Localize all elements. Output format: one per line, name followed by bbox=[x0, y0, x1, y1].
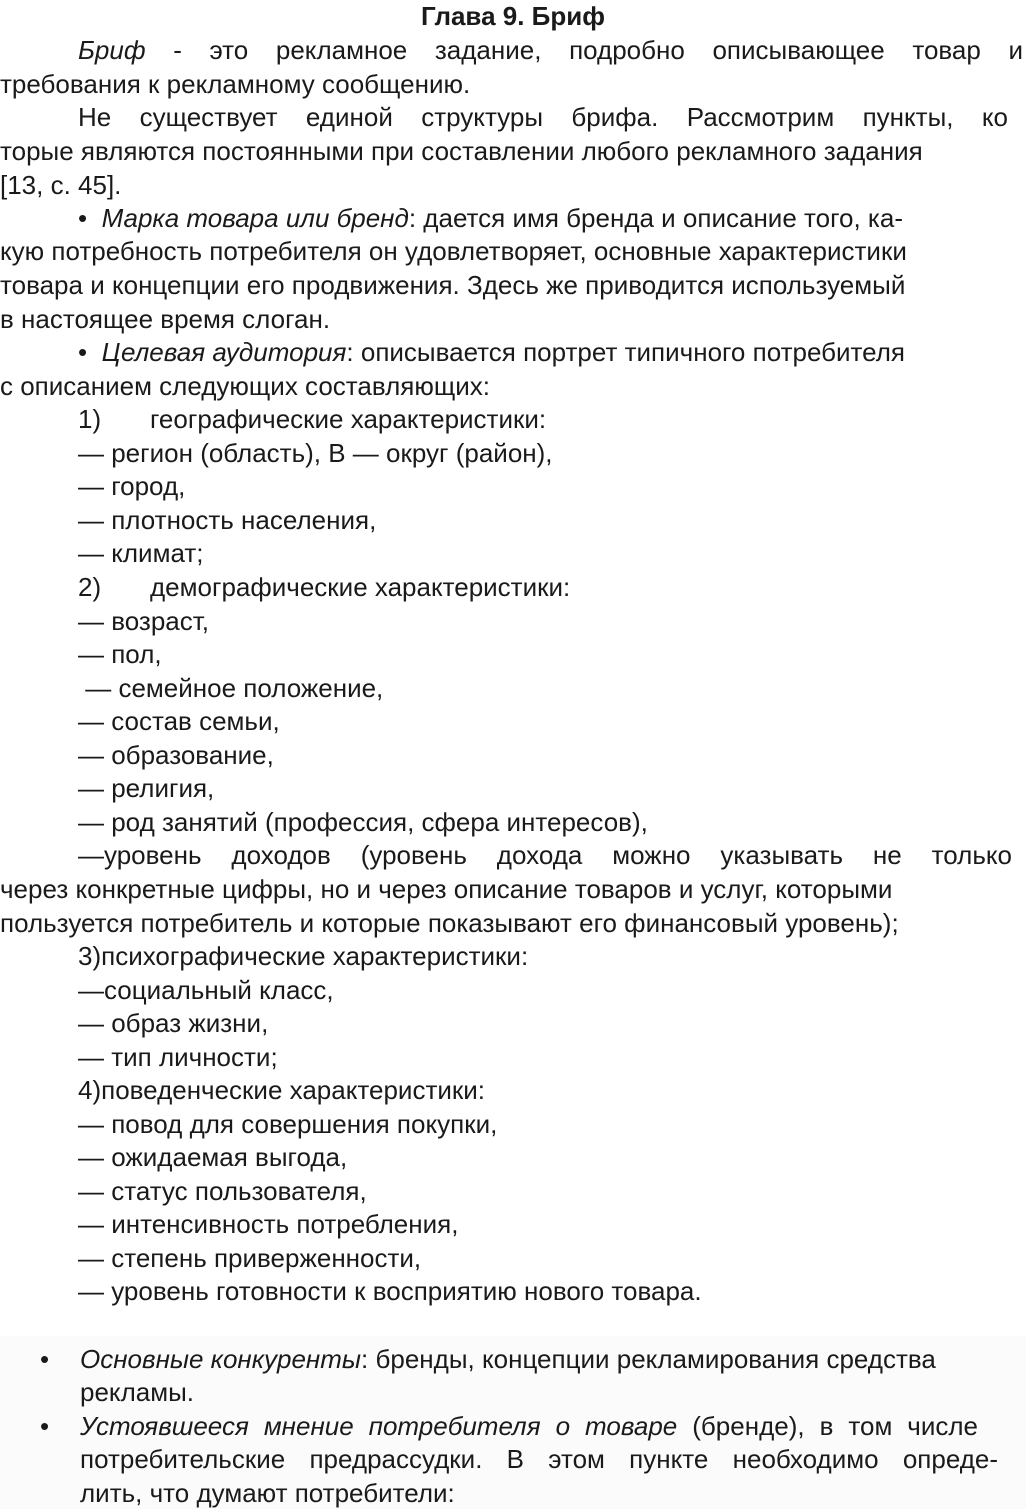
list-item: — образ жизни, bbox=[78, 1008, 269, 1038]
list-item: — степень приверженности, bbox=[78, 1243, 422, 1273]
bullet-term: Целевая аудитория bbox=[101, 337, 347, 367]
list-item: — статус пользователя, bbox=[78, 1176, 367, 1206]
list-item: — род занятий (профессия, сфера интересов), bbox=[78, 807, 648, 837]
list-heading: демографические характеристики: bbox=[150, 572, 571, 602]
paragraph-line: торые являются постоянными при составлении любого рекламного задания bbox=[0, 136, 923, 166]
list-item: — интенсивность потребления, bbox=[78, 1209, 459, 1239]
list-item: — повод для совершения покупки, bbox=[78, 1109, 498, 1139]
bullet-term: Марка товара или бренд bbox=[101, 203, 409, 233]
chapter-title: Глава 9. Бриф bbox=[421, 1, 605, 31]
citation-line: [13, с. 45]. bbox=[0, 170, 122, 200]
list-number: 1) bbox=[78, 404, 102, 434]
list-heading: 3)психографические характеристики: bbox=[78, 941, 529, 971]
list-item: — состав семьи, bbox=[78, 706, 280, 736]
list-heading: 4)поведенческие характеристики: bbox=[78, 1075, 486, 1105]
list-item: — ожидаемая выгода, bbox=[78, 1142, 348, 1172]
list-item-income: —уровень доходов (уровень дохода можно указывать не только bbox=[78, 840, 1012, 870]
bullet-icon: • bbox=[78, 203, 88, 233]
list-number: 2) bbox=[78, 572, 102, 602]
list-item: — семейное положение, bbox=[78, 673, 384, 703]
paragraph-line: лить, что думают потребители: bbox=[80, 1478, 455, 1508]
bullet-term: Основные конкуренты bbox=[80, 1344, 362, 1374]
list-item: — религия, bbox=[78, 773, 215, 803]
list-item: — тип личности; bbox=[78, 1042, 278, 1072]
paragraph-line: пользуется потребитель и которые показывают его финансовый уровень); bbox=[0, 908, 899, 938]
list-item: — климат; bbox=[78, 538, 204, 568]
paragraph-line: потребительские предрассудки. В этом пункте необходимо опреде- bbox=[80, 1444, 998, 1474]
paragraph-line: товара и концепции его продвижения. Здесь же приводится используемый bbox=[0, 270, 906, 300]
bullet-audience-line: • Целевая аудитория: описывается портрет типичного потребителя bbox=[78, 337, 905, 367]
bullet-icon: • bbox=[40, 1344, 50, 1374]
list-item: — уровень готовности к восприятию нового товара. bbox=[78, 1276, 702, 1306]
list-heading: географические характеристики: bbox=[150, 404, 547, 434]
paragraph-line: через конкретные цифры, но и через описание товаров и услуг, которыми bbox=[0, 874, 893, 904]
paragraph-line: в настоящее время слоган. bbox=[0, 304, 331, 334]
list-item: — город, bbox=[78, 471, 186, 501]
paragraph-line: Не существует единой структуры брифа. Рассмотрим пункты, ко bbox=[78, 102, 1008, 132]
bullet-competitors-line: Основные конкуренты: бренды, концепции рекламирования средства bbox=[80, 1344, 936, 1374]
list-item: —социальный класс, bbox=[78, 975, 334, 1005]
bullet-icon: • bbox=[40, 1411, 50, 1441]
list-item: — образование, bbox=[78, 740, 274, 770]
brief-definition-line: Бриф - это рекламное задание, подробно описывающее товар и bbox=[78, 35, 1023, 65]
bullet-icon: • bbox=[78, 337, 88, 367]
list-item: — пол, bbox=[78, 639, 162, 669]
bullet-opinion-line: Устоявшееся мнение потребителя о товаре (бренде), в том числе bbox=[80, 1411, 979, 1441]
list-item: — плотность населения, bbox=[78, 505, 377, 535]
brief-term: Бриф bbox=[78, 35, 146, 65]
paragraph-line: кую потребность потребителя он удовлетворяет, основные характеристики bbox=[0, 236, 907, 266]
list-item: — возраст, bbox=[78, 606, 210, 636]
paragraph-line: требования к рекламному сообщению. bbox=[0, 69, 471, 99]
bullet-term: Устоявшееся мнение потребителя о товаре bbox=[80, 1411, 678, 1441]
paragraph-line: с описанием следующих составляющих: bbox=[0, 371, 490, 401]
paragraph-line: рекламы. bbox=[80, 1377, 195, 1407]
bullet-brand-line: • Марка товара или бренд: дается имя бренда и описание того, ка- bbox=[78, 203, 903, 233]
list-item: — регион (область), В — округ (район), bbox=[78, 438, 553, 468]
